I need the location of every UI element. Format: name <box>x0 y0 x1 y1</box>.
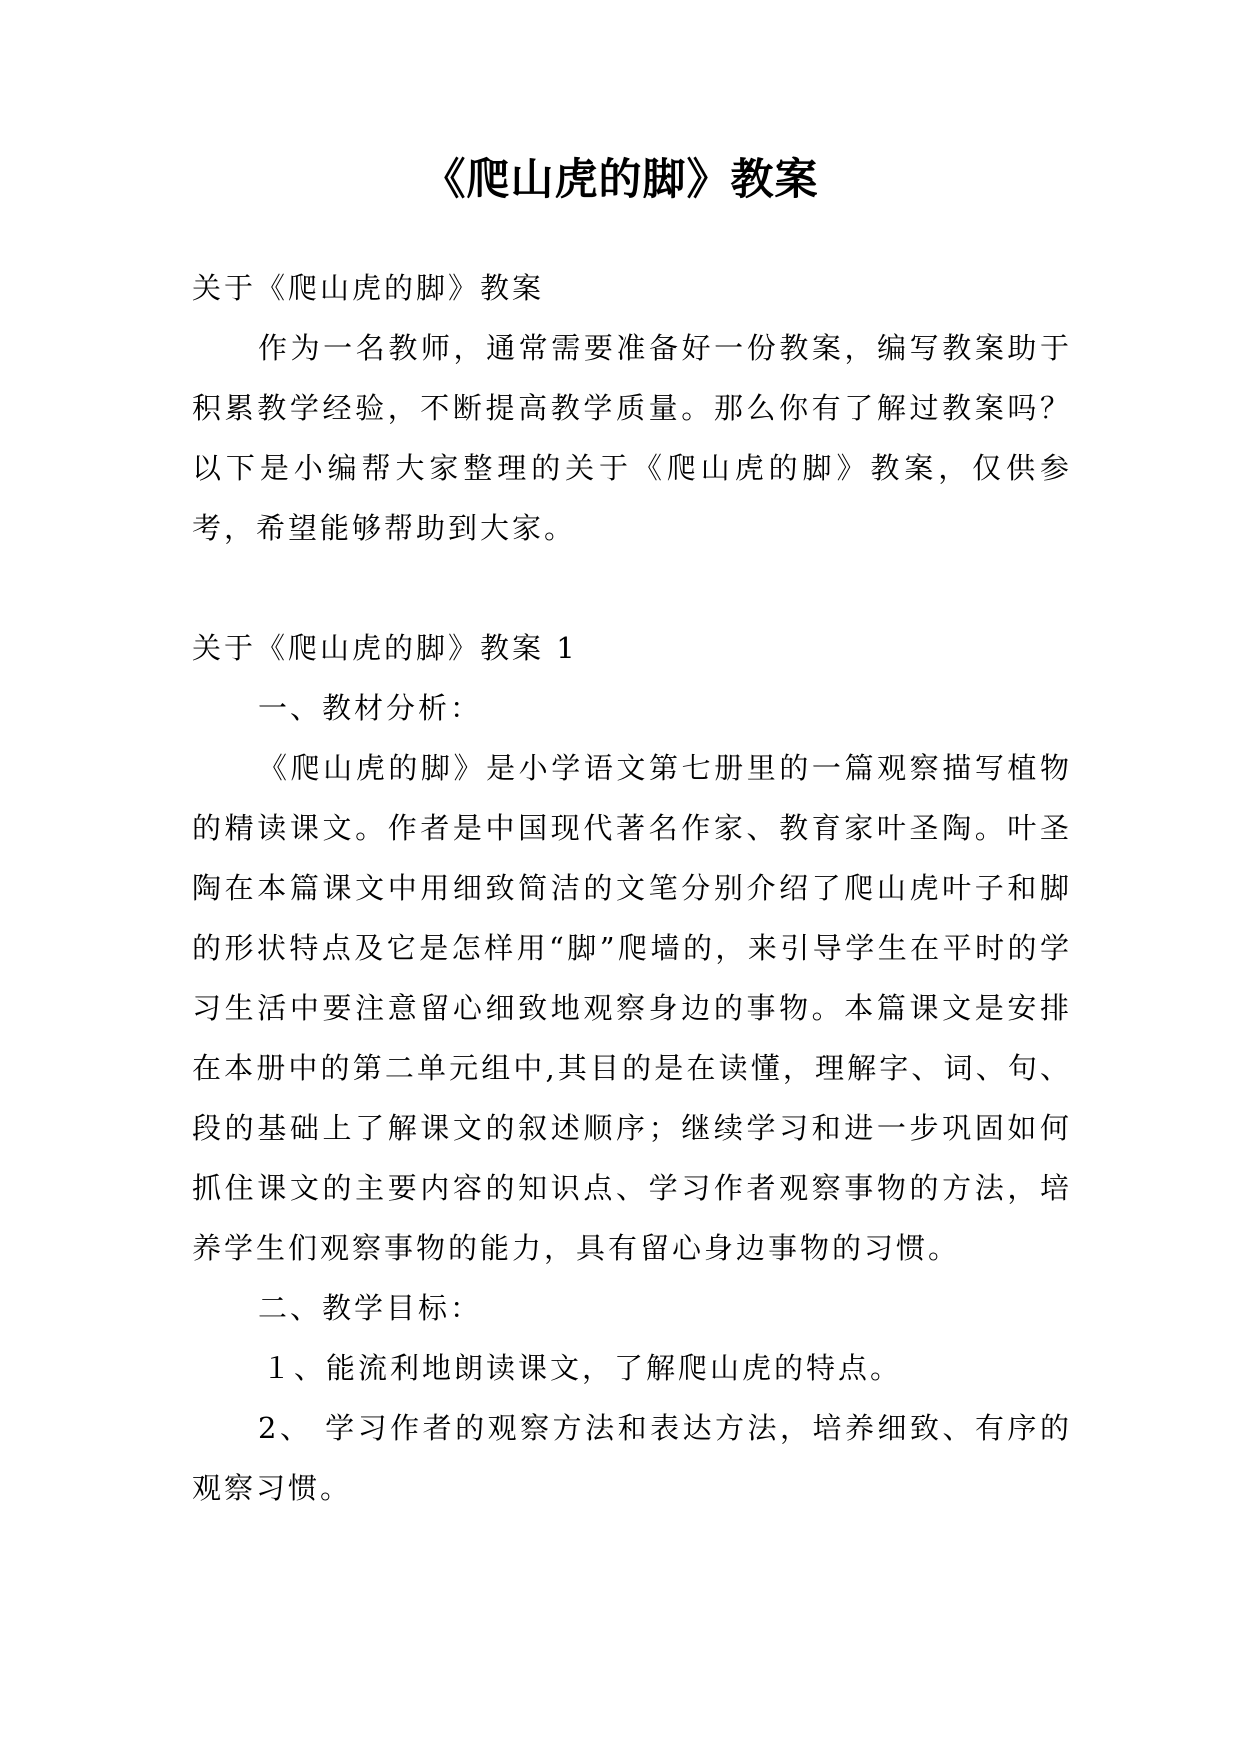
intro-heading: 关于《爬山虎的脚》教案 <box>192 271 545 305</box>
section-heading: 关于《爬山虎的脚》教案 1 <box>192 631 578 665</box>
goal-item: 2、 学习作者的观察方法和表达方法，培养细致、有序的观察习惯。 <box>192 1411 1072 1505</box>
document-title: 《爬山虎的脚》教案 <box>422 155 819 205</box>
intro-paragraph: 作为一名教师，通常需要准备好一份教案，编写教案助于积累教学经验，不断提高教学质量。那么你有了解过教案吗？以下是小编帮大家整理的关于《爬山虎的脚》教案，仅供参考，希望能够帮助到大家。 <box>192 331 1072 545</box>
document-body <box>192 258 1072 1518</box>
part1-heading: 一、教材分析： <box>258 691 483 725</box>
goal-item: １、能流利地朗读课文，了解爬山虎的特点。 <box>262 1351 903 1385</box>
part2-heading: 二、教学目标： <box>258 1291 483 1325</box>
section-spacer <box>192 558 1072 618</box>
part1-paragraph: 《爬山虎的脚》是小学语文第七册里的一篇观察描写植物的精读课文。作者是中国现代著名作家、教育家叶圣陶。叶圣陶在本篇课文中用细致简洁的文笔分别介绍了爬山虎叶子和脚的形状特点及它是怎样用“脚”爬墙的，来引导学生在平时的学习生活中要注意留心细致地观察身边的事物。本篇课文是安排在本册中的第二单元组中,其目的是在读懂，理解字、词、句、段的基础上了解课文的叙述顺序；继续学习和进一步巩固如何抓住课文的主要内容的知识点、学习作者观察事物的方法，培养学生们观察事物的能力，具有留心身边事物的习惯。 <box>192 751 1072 1265</box>
